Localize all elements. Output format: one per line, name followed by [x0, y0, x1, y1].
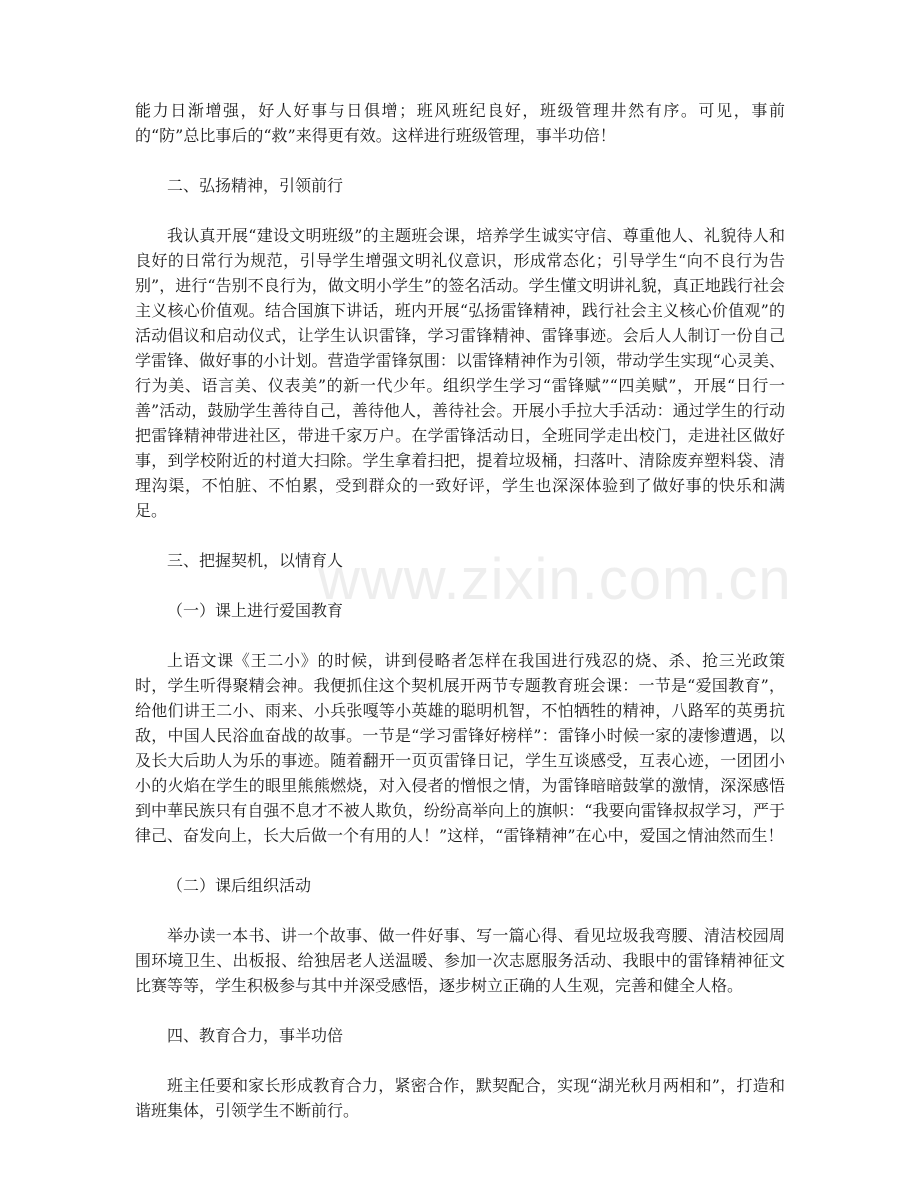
- paragraph-section-3-2: 举办读一本书、讲一个故事、做一件好事、写一篇心得、看见垃圾我弯腰、清洁校园周围环境卫生、出板报、给独居老人送温暖、参加一次志愿服务活动、我眼中的雷锋精神征文比赛等等，学生积极参与其中并深受感悟，逐步树立正确的人生观，完善和健全人格。: [135, 926, 785, 995]
- section-heading-4: 四、教育合力，事半功倍: [167, 1026, 344, 1045]
- subsection-heading-3-2: （二）课后组织活动: [167, 876, 312, 895]
- section-heading-2: 二、弘扬精神，引领前行: [167, 176, 344, 195]
- section-heading-3: 三、把握契机，以情育人: [167, 551, 344, 570]
- paragraph-intro: 能力日渐增强，好人好事与日俱增；班风班纪良好，班级管理井然有序。可见，事前的“防”总比事后的“救”来得更有效。这样进行班级管理，事半功倍！: [135, 101, 785, 145]
- document-body: [135, 98, 785, 1123]
- subsection-heading-3-1: （一）课上进行爱国教育: [167, 601, 344, 620]
- watermark: www.zixin.com.cn: [318, 547, 792, 612]
- paragraph-section-3-1: 上语文课《王二小》的时候，讲到侵略者怎样在我国进行残忍的烧、杀、抢三光政策时，学生听得聚精会神。我便抓住这个契机展开两节专题教育班会课：一节是“爱国教育”，给他们讲王二小、雨来、小兵张嘎等小英雄的聪明机智，不怕牺牲的精神，八路军的英勇抗敌，中国人民浴血奋战的故事。一节是“学习雷锋好榜样”：雷锋小时候一家的凄惨遭遇，以及长大后助人为乐的事迹。随着翻开一页页雷锋日记，学生互谈感受，互表心迹，一团团小小的火焰在学生的眼里熊熊燃烧，对入侵者的憎恨之情，为雷锋暗暗鼓掌的激情，深深感悟到中華民族只有自强不息才不被人欺负，纷纷高举向上的旗帜：“我要向雷锋叔叔学习，严于律己、奋发向上，长大后做一个有用的人！”这样，“雷锋精神”在心中，爱国之情油然而生！: [135, 651, 785, 845]
- paragraph-section-2: 我认真开展“建设文明班级”的主题班会课，培养学生诚实守信、尊重他人、礼貌待人和良好的日常行为规范，引导学生增强文明礼仪意识，形成常态化；引导学生“向不良行为告别”，进行“告别不良行为，做文明小学生”的签名活动。学生懂文明讲礼貌，真正地践行社会主义核心价值观。结合国旗下讲话，班内开展“弘扬雷锋精神，践行社会主义核心价值观”的活动倡议和启动仪式，让学生认识雷锋，学习雷锋精神、雷锋事迹。会后人人制订一份自己学雷锋、做好事的小计划。营造学雷锋氛围：以雷锋精神作为引领，带动学生实现“心灵美、行为美、语言美、仪表美”的新一代少年。组织学生学习“雷锋赋”“四美赋”，开展“日行一善”活动，鼓励学生善待自己，善待他人，善待社会。开展小手拉大手活动：通过学生的行动把雷锋精神带进社区，带进千家万户。在学雷锋活动日，全班同学走出校门，走进社区做好事，到学校附近的村道大扫除。学生拿着扫把，提着垃圾桶，扫落叶、清除废弃塑料袋、清理沟渠，不怕脏、不怕累，受到群众的一致好评，学生也深深体验到了做好事的快乐和满足。: [135, 226, 785, 520]
- paragraph-section-4: 班主任要和家长形成教育合力，紧密合作，默契配合，实现“湖光秋月两相和”，打造和谐班集体，引领学生不断前行。: [135, 1076, 785, 1120]
